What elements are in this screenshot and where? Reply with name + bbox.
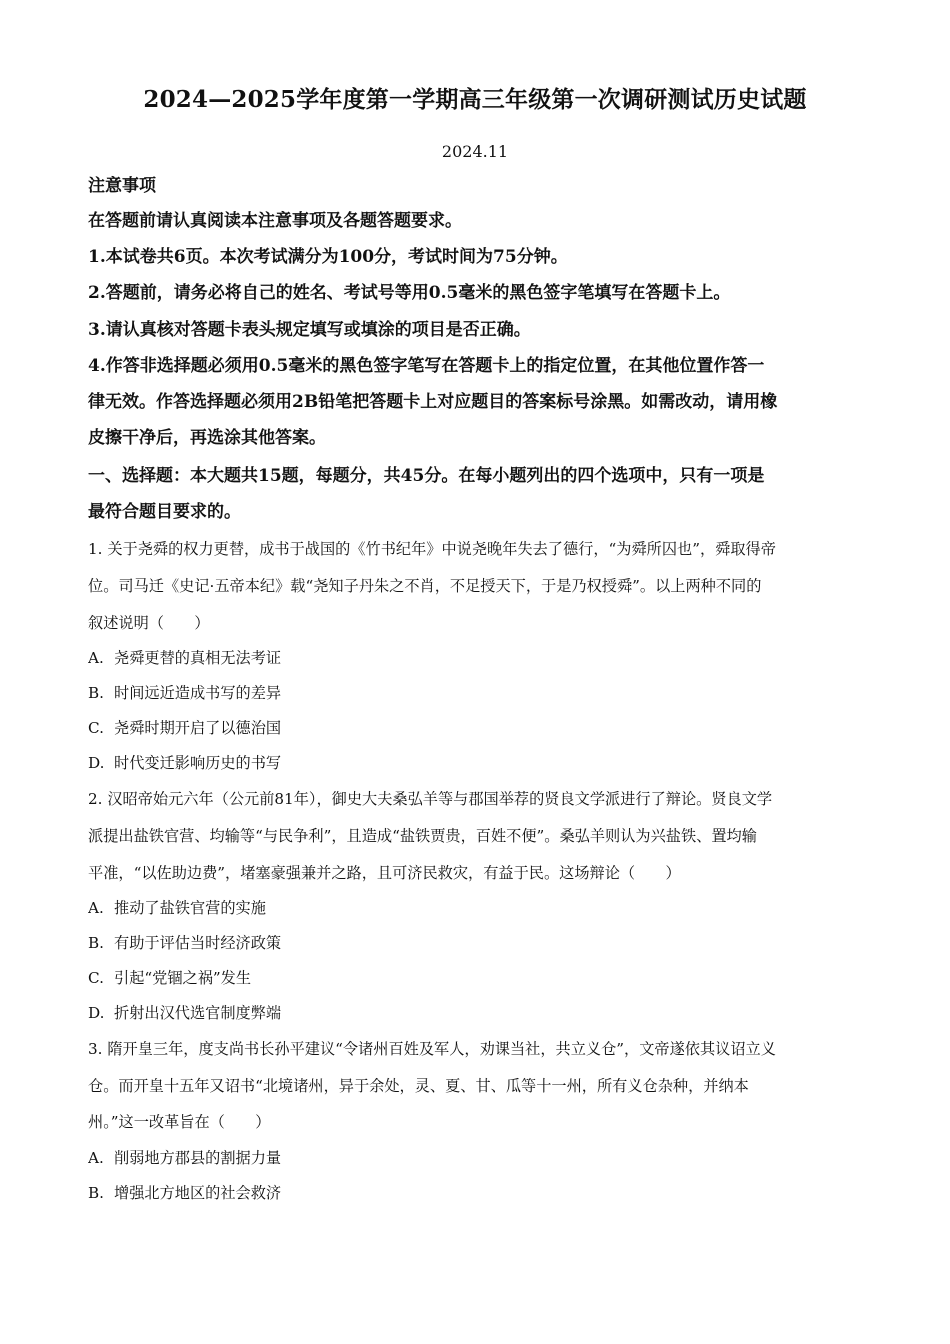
notice-heading: 注意事项 xyxy=(88,176,156,196)
notice-line: 3.请认真核对答题卡表头规定填写或填涂的项目是否正确。 xyxy=(88,320,531,340)
option-text: 削弱地方郡县的割据力量 xyxy=(114,1149,282,1167)
question-2-stem: 2. 汉昭帝始元六年（公元前81年），御史大夫桑弘羊等与郡国举荐的贤良文学派进行了辩论。贤良文学 xyxy=(88,790,773,808)
question-1-stem: 位。司马迁《史记·五帝本纪》载“尧知子丹朱之不肖，不足授天下，于是乃权授舜”。以上两种不同的 xyxy=(88,577,762,595)
option-letter: B. xyxy=(88,934,104,952)
question-3-stem: 仓。而开皇十五年又诏书“北境诸州，异于余处，灵、夏、甘、瓜等十一州，所有义仓杂种，并纳本 xyxy=(88,1077,749,1095)
option-text: 时间远近造成书写的差异 xyxy=(114,684,282,702)
question-3-option-b xyxy=(88,1182,863,1204)
question-1-option-c xyxy=(88,717,863,739)
notice-line: 在答题前请认真阅读本注意事项及各题答题要求。 xyxy=(88,211,462,231)
question-1-stem: 1. 关于尧舜的权力更替，成书于战国的《竹书纪年》中说尧晚年失去了德行，“为舜所囚也”，舜取得帝 xyxy=(88,540,776,558)
option-text: 尧舜更替的真相无法考证 xyxy=(114,649,282,667)
option-letter: D. xyxy=(88,1004,105,1022)
notice-line: 律无效。作答选择题必须用2B铅笔把答题卡上对应题目的答案标号涂黑。如需改动，请用橡 xyxy=(88,392,778,412)
section-heading: 最符合题目要求的。 xyxy=(88,502,241,522)
option-letter: C. xyxy=(88,969,104,987)
question-2-option-d xyxy=(88,1002,863,1024)
option-letter: A. xyxy=(88,1149,104,1167)
question-1-option-a xyxy=(88,647,863,669)
option-letter: B. xyxy=(88,684,104,702)
notice-line: 4.作答非选择题必须用0.5毫米的黑色签字笔写在答题卡上的指定位置，在其他位置作答一 xyxy=(88,356,765,376)
option-text: 折射出汉代选官制度弊端 xyxy=(114,1004,282,1022)
question-2-option-b xyxy=(88,932,863,954)
question-2-option-c xyxy=(88,967,863,989)
option-text: 尧舜时期开启了以德治国 xyxy=(114,719,282,737)
section-heading: 一、选择题：本大题共15题，每题分，共45分。在每小题列出的四个选项中，只有一项是 xyxy=(88,466,765,486)
question-1-option-d xyxy=(88,752,863,774)
option-text: 增强北方地区的社会救济 xyxy=(114,1184,282,1202)
question-1-stem: 叙述说明（ ） xyxy=(88,614,210,632)
question-2-stem: 平准，“以佐助边费”，堵塞豪强兼并之路，且可济民救灾，有益于民。这场辩论（ ） xyxy=(88,864,681,882)
option-text: 时代变迁影响历史的书写 xyxy=(114,754,282,772)
option-text: 推动了盐铁官营的实施 xyxy=(114,899,266,917)
exam-title: 2024—2025学年度第一学期高三年级第一次调研测试历史试题 xyxy=(143,86,807,113)
option-text: 引起“党锢之祸”发生 xyxy=(114,969,252,987)
question-3-stem: 3. 隋开皇三年，度支尚书长孙平建议“令诸州百姓及军人，劝课当社，共立义仓”，文帝遂依其议诏立义 xyxy=(88,1040,776,1058)
exam-date: 2024.11 xyxy=(441,142,509,161)
option-letter: A. xyxy=(88,899,104,917)
notice-line: 皮擦干净后，再选涂其他答案。 xyxy=(88,428,326,448)
question-1-option-b xyxy=(88,682,863,704)
option-letter: D. xyxy=(88,754,105,772)
question-3-option-a xyxy=(88,1147,863,1169)
question-3-stem: 州。”这一改革旨在（ ） xyxy=(88,1113,271,1131)
option-letter: C. xyxy=(88,719,104,737)
option-text: 有助于评估当时经济政策 xyxy=(114,934,282,952)
question-2-stem: 派提出盐铁官营、均输等“与民争利”，且造成“盐铁贾贵，百姓不便”。桑弘羊则认为兴盐铁、置均输 xyxy=(88,827,757,845)
option-letter: A. xyxy=(88,649,104,667)
option-letter: B. xyxy=(88,1184,104,1202)
notice-line: 1.本试卷共6页。本次考试满分为100分，考试时间为75分钟。 xyxy=(88,247,568,267)
question-2-option-a xyxy=(88,897,863,919)
notice-line: 2.答题前，请务必将自己的姓名、考试号等用0.5毫米的黑色签字笔填写在答题卡上。 xyxy=(88,283,731,303)
